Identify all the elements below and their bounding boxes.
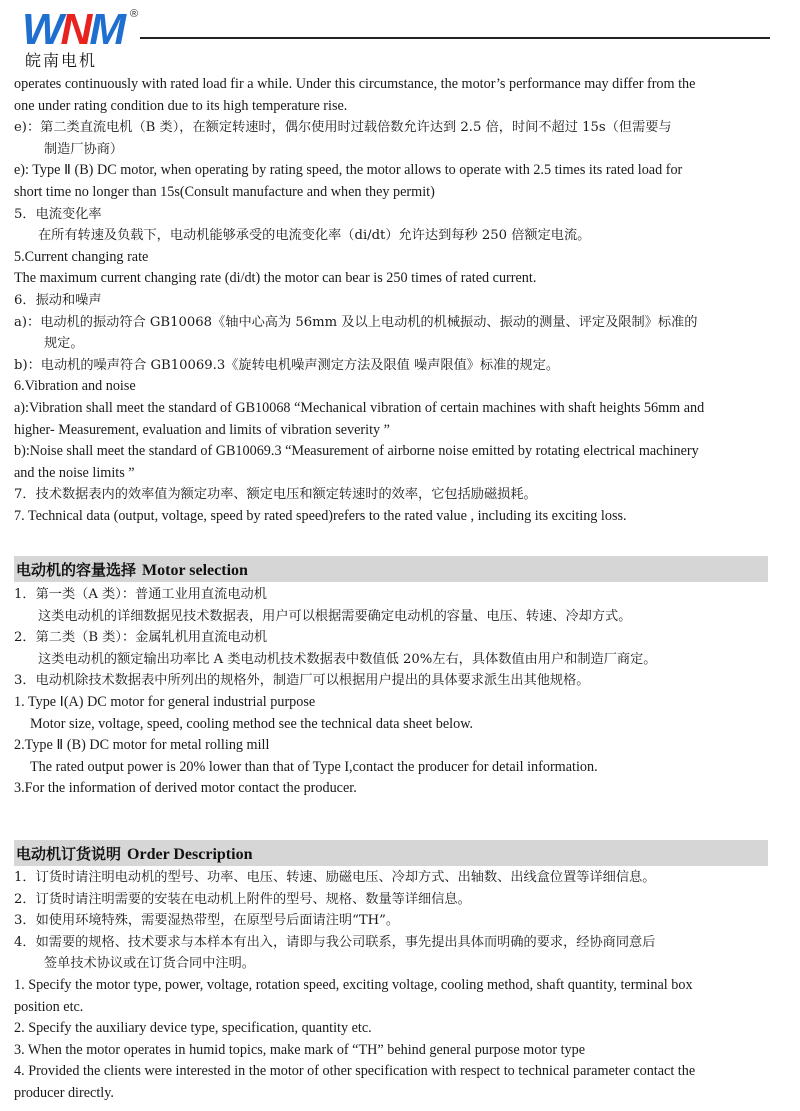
logo-letter-m: M [89,5,123,54]
company-name-cn: 皖南电机 [25,51,98,70]
list-item: 3．如使用环境特殊，需要湿热带型，在原型号后面请注明“TH”。 [14,913,400,929]
text-line: position etc. [14,998,84,1015]
section-header-order-description [14,840,768,866]
top-section [14,74,770,527]
section-title-en: Motor selection [142,562,248,579]
text-line: e)：第二类直流电机（B 类），在额定转速时，偶尔使用时过载倍数允许达到 2.5 倍，时间不超过 15s（但需要与 [14,120,672,136]
subheading: 5.Current changing rate [14,248,149,265]
text-line: operates continuously with rated load fir a while. Under this circumstance, the motor’s performance may differ from the [14,76,696,92]
list-item: 4. Provided the clients were interested in the motor of other specification with respect to technical parameter contact the [14,1063,696,1080]
subheading: 6.Vibration and noise [14,378,136,395]
text-line: producer directly. [14,1084,114,1101]
subheading: 6．振动和噪声 [14,292,102,308]
list-item: 1. Specify the motor type, power, voltage, rotation speed, exciting voltage, cooling method, shaft quantity, terminal box [14,976,693,993]
text-line: b)：电动机的噪声符合 GB10069.3《旋转电机噪声测定方法及限值 噪声限值》标准的规定。 [14,357,560,373]
list-item: 2．订货时请注明需要的安装在电动机上附件的型号、规格、数量等详细信息。 [14,891,471,907]
motor-selection-section [14,584,770,800]
logo-wordmark [22,5,123,54]
list-item: 2．第二类（B 类）：金属轧机用直流电动机 [14,630,268,646]
header-divider [140,37,770,39]
logo-letter-w: W [22,5,61,54]
text-line: b):Noise shall meet the standard of GB10069.3 “Measurement of airborne noise emitted by rotating electrical machinery [14,443,699,460]
text-line: 在所有转速及负载下，电动机能够承受的电流变化率（di/dt）允许达到每秒 250 倍额定电流。 [38,228,591,244]
list-item: 3.For the information of derived motor contact the producer. [14,780,357,797]
subheading: 5．电流变化率 [14,206,102,222]
logo-letter-n: N [60,5,90,54]
list-item: 2.Type Ⅱ (B) DC motor for metal rolling mill [14,737,270,754]
section-title-cn: 电动机的容量选择 [16,561,137,579]
text-line: and the noise limits ” [14,464,135,481]
section-title-en: Order Description [127,846,253,863]
text-line: The rated output power is 20% lower than that of Type I,contact the producer for detail information. [30,758,598,775]
list-item: 1. Type Ⅰ(A) DC motor for general industrial purpose [14,693,316,710]
text-line: The maximum current changing rate (di/dt) the motor can bear is 250 times of rated current. [14,270,537,287]
text-line: 规定。 [44,336,84,352]
text-line: 7. Technical data (output, voltage, speed by rated speed)refers to the rated value , including its exciting loss. [14,507,627,524]
list-item: 3. When the motor operates in humid topics, make mark of “TH” behind general purpose motor type [14,1041,586,1058]
list-item: 4．如需要的规格、技术要求与本样本有出入，请即与我公司联系，事先提出具体而明确的要求，经协商同意后 [14,934,656,950]
page-header [0,0,800,72]
text-line: Motor size, voltage, speed, cooling method see the technical data sheet below. [30,715,474,732]
text-line: 7．技术数据表内的效率值为额定功率、额定电压和额定转速时的效率，它包括励磁损耗。 [14,487,537,503]
list-item: 1．第一类（A 类）：普通工业用直流电动机 [14,587,267,602]
list-item: 3．电动机除技术数据表中所列出的规格外，制造厂可以根据用户提出的具体要求派生出其他规格。 [14,673,590,689]
list-item: 1．订货时请注明电动机的型号、功率、电压、转速、励磁电压、冷却方式、出轴数、出线盒位置等详细信息。 [14,870,656,885]
list-item: 2. Specify the auxiliary device type, specification, quantity etc. [14,1020,372,1037]
text-line: a):Vibration shall meet the standard of GB10068 “Mechanical vibration of certain machines with shaft heights 56mm and [14,399,705,416]
order-description-section [14,867,770,1105]
company-logo [22,5,142,70]
section-header-motor-selection [14,556,768,582]
text-line: 这类电动机的详细数据见技术数据表，用户可以根据需要确定电动机的容量、电压、转速、冷却方式。 [38,608,632,624]
text-line: 制造厂协商） [44,141,124,157]
text-line: short time no longer than 15s(Consult manufacture and when they permit) [14,183,435,200]
text-line: one under rating condition due to its high temperature rise. [14,97,348,114]
text-line: e): Type Ⅱ (B) DC motor, when operating by rating speed, the motor allows to operate with 2.5 times its rated load for [14,162,683,179]
registered-trademark-icon: ® [130,8,139,20]
text-line: higher- Measurement, evaluation and limits of vibration severity ” [14,421,390,438]
text-line: a)：电动机的振动符合 GB10068《轴中心高为 56mm 及以上电动机的机械振动、振动的测量、评定及限制》标准的 [14,314,698,330]
text-line: 签单技术协议或在订货合同中注明。 [44,956,255,972]
text-line: 这类电动机的额定输出功率比 A 类电动机技术数据表中数值低 20%左右，具体数值由用户和制造厂商定。 [38,651,657,667]
section-title-cn: 电动机订货说明 [16,845,122,863]
